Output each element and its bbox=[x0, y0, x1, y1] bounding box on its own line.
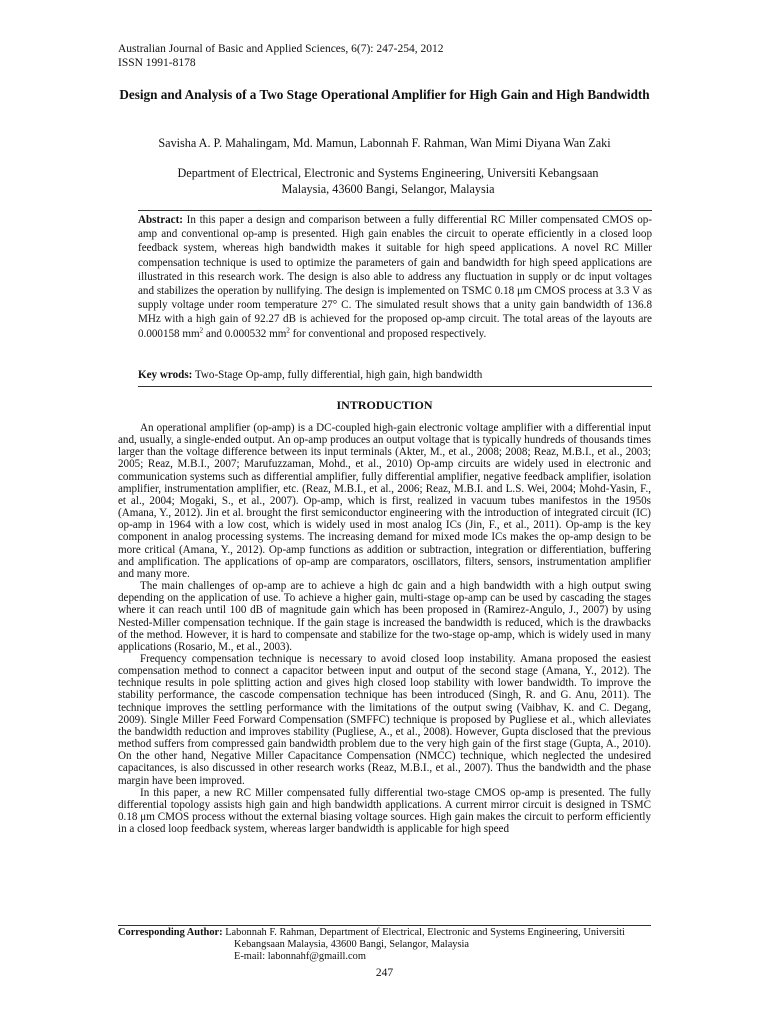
keywords-text: Two-Stage Op-amp, fully differential, high gain, high bandwidth bbox=[192, 369, 483, 381]
page-number: 247 bbox=[375, 967, 394, 979]
corresponding-author bbox=[118, 927, 658, 963]
author-list: Savisha A. P. Mahalingam, Md. Mamun, Labonnah F. Rahman, Wan Mimi Diyana Wan Zaki bbox=[158, 136, 611, 150]
body-paragraph: Frequency compensation technique is necessary to avoid closed loop instability. Amana proposed the easiest compensation method to connect a capacitor between input and output of the second stage (Amana, Y., 2012). The technique results in pole splitting action and gives high closed loop stability with lower bandwidth. To improve the stability performance, the cascode compensation technique has been introduced (Singh, R. and G. Anu, 2011). The technique improves the settling performance with the limitations of the output swing (Vaibhav, K. and C. Degang, 2009). Single Miller Feed Forward Compensation (SMFFC) technique is proposed by Pugliese et al., which alleviates the bandwidth reduction and improves stability (Pugliese, A., et al., 2008). However, Gupta disclosed that the previous method suffers from compressed gain bandwidth problem due to the very high gain of the first stage (Gupta, A., 2010). On the other hand, Negative Miller Capacitance Compensation (NMCC) technique, which neglected the undesired capacitances, is also discussed in other research works (Reaz, M.B.I., et al., 2007). Thus the bandwidth and the phase margin have been improved. bbox=[118, 652, 651, 787]
affiliation bbox=[168, 165, 608, 197]
body-paragraph: The main challenges of op-amp are to achieve a high dc gain and a high bandwidth with a high output swing depending on the application of use. To achieve a higher gain, multi-stage op-amp can be used by cascading the stages where it can reach until 100 dB of magnitude gain which has been proposed in (Ramirez-Angulo, J., 2007) by using Nested-Miller compensation technique. If the gain stage is increased the bandwidth is reduced, which is the drawbacks of the method. However, it is hard to compensate and stabilize for the two-stage op-amp, which is widely used in many applications (Rosario, M., et al., 2003). bbox=[118, 580, 651, 653]
body-paragraph: In this paper, a new RC Miller compensated fully differential two-stage CMOS op-amp is presented. The fully differential topology assists high gain and high bandwidth applications. A current mirror circuit is designed in TSMC 0.18 μm CMOS process without the external biasing voltage sources. High gain makes the circuit to perform efficiently in a closed loop feedback system, whereas larger bandwidth is applicable for high speed bbox=[118, 786, 651, 836]
corresponding-line-1: Labonnah F. Rahman, Department of Electrical, Electronic and Systems Engineering, Universiti bbox=[222, 927, 625, 938]
abstract-block bbox=[138, 210, 652, 341]
abstract-superscript: 2 bbox=[286, 325, 290, 334]
corresponding-label: Corresponding Author: bbox=[118, 927, 223, 938]
journal-header bbox=[118, 42, 443, 70]
paper-title: Design and Analysis of a Two Stage Operational Amplifier for High Gain and High Bandwidth bbox=[119, 87, 650, 102]
affiliation-line-1: Department of Electrical, Electronic and Systems Engineering, Universiti Kebangsaan bbox=[177, 166, 599, 180]
keywords-label: Key wrods: bbox=[138, 369, 193, 381]
abstract-text: In this paper a design and comparison between a fully differential RC Miller compensated CMOS op-amp and conventional op-amp is presented. High gain enables the circuit to operate efficiently in a closed loop feedback system, whereas high bandwidth makes it suitable for high speed applications. A novel RC Miller compensation technique is used to optimize the parameters of gain and bandwidth for high speed applications are illustrated in this research work. The design is also able to address any fluctuation in supply or dc input voltages and stabilizes the operation by nullifying. The design is implemented on TSMC 0.18 μm CMOS process at 3.3 V as supply voltage under room temperature 27° C. The simulated result shows that a unity gain bandwidth of 136.8 MHz with a high gain of 92.27 dB is achieved for the proposed op-amp circuit. The total areas of the layouts are 0.000158 mm bbox=[138, 214, 652, 340]
section-body bbox=[118, 422, 651, 835]
body-paragraph: An operational amplifier (op-amp) is a DC-coupled high-gain electronic voltage amplifier with a differential input and, usually, a single-ended output. An op-amp produces an output voltage that is typically hundreds of thousands times larger than the voltage difference between its input terminals (Akter, M., et al., 2008; 2008; Reaz, M.B.I., et al., 2003; 2005; Reaz, M.B.I., 2007; Marufuzzaman, Mohd., et al., 2010) Op-amp circuits are widely used in electronic and communication systems such as differential amplifier, fully differential amplifier, negative feedback amplifier, isolation amplifier, instrumentation amplifier, etc. (Reaz, M.B.I., et al., 2006; Reaz, M.B.I. and L.S. Wei, 2004; Mohd-Yasin, F., et al., 2004; Mogaki, S., et al., 2007). Op-amp, which is first, realized in vacuum tubes manifestos in the 1950s (Amana, Y., 2012). Jin et al. brought the first semiconductor engineering with the introduction of integrated circuit (IC) op-amp in 1964 with a low cost, which is widely used in most analog ICs (Jin, F., et al., 2011). Op-amp is the key component in analog processing systems. The increasing demand for mixed mode ICs makes the op-amp design to be more critical (Amana, Y., 2012). Op-amp functions as addition or subtraction, integration or differentiation, buffering and amplification. The applications of op-amp are comparators, oscillators, filters, sensors, instrumentation amplifier and many more. bbox=[118, 422, 651, 580]
abstract-text-end: for conventional and proposed respectively. bbox=[289, 327, 487, 340]
abstract-text-continued: and 0.000532 mm bbox=[203, 327, 287, 340]
affiliation-line-2: Malaysia, 43600 Bangi, Selangor, Malaysia bbox=[281, 182, 495, 196]
keywords-block bbox=[138, 368, 652, 387]
footer-divider bbox=[118, 925, 651, 926]
abstract-superscript: 2 bbox=[199, 325, 204, 334]
corresponding-email: E-mail: labonnahf@gmaill.com bbox=[234, 951, 366, 962]
journal-issn: ISSN 1991-8178 bbox=[118, 57, 196, 69]
section-heading: INTRODUCTION bbox=[336, 398, 433, 412]
corresponding-line-2: Kebangsaan Malaysia, 43600 Bangi, Selangor, Malaysia bbox=[234, 939, 470, 950]
abstract-label: Abstract: bbox=[138, 214, 183, 226]
journal-citation: Australian Journal of Basic and Applied Sciences, 6(7): 247-254, 2012 bbox=[118, 43, 444, 55]
